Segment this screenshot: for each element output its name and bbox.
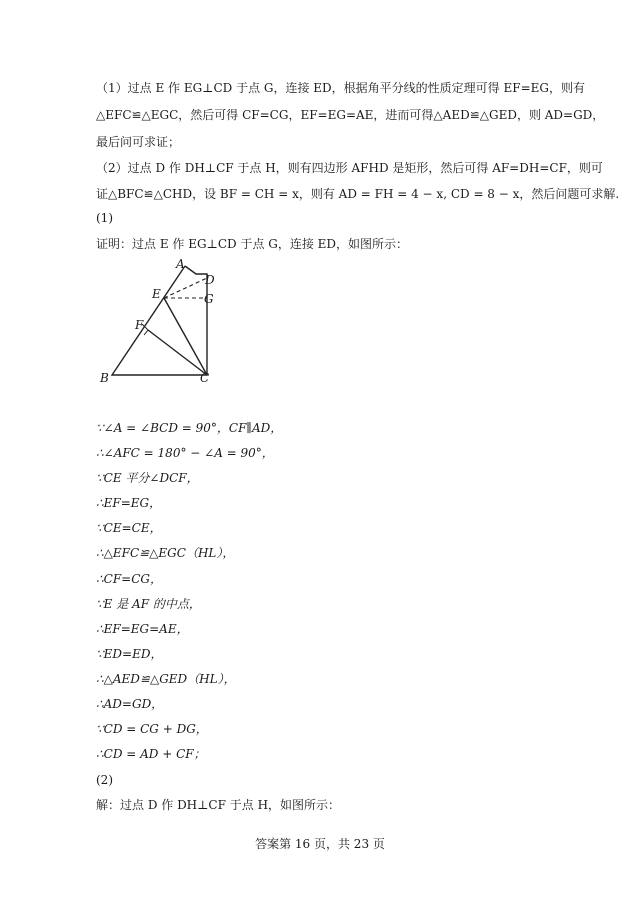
part2-intro: 解：过点 D 作 DH⊥CF 于点 H，如图所示：	[96, 798, 341, 812]
segment-ec	[164, 298, 207, 375]
segment-fc	[148, 330, 207, 375]
proof-step: ∴AD=GD，	[96, 697, 164, 711]
label-a: A	[176, 257, 185, 271]
analysis-p2-line1: （2）过点 D 作 DH⊥CF 于点 H，则有四边形 AFHD 是矩形，然后可得 AF=DH=CF，则可	[96, 161, 603, 175]
analysis-p1-line2: △EFC≌△EGC，然后可得 CF=CG，EF=EG=AE，进而可得△AED≌△GED，则 AD=GD，	[96, 108, 605, 122]
analysis-p2-line2: 证△BFC≌△CHD，设 BF = CH = x，则有 AD = FH = 4 − x, CD = 8 − x，然后问题可求解.	[96, 187, 620, 201]
proof-step: ∴EF=EG，	[96, 496, 162, 510]
proof-step: ∵CE 平分∠DCF，	[96, 471, 199, 485]
page-footer: 答案第 16 页，共 23 页	[255, 837, 385, 851]
proof-step: ∵ED=ED，	[96, 647, 163, 661]
geometry-diagram	[96, 256, 226, 391]
analysis-p1-line1: （1）过点 E 作 EG⊥CD 于点 G，连接 ED，根据角平分线的性质定理可得 EF=EG，则有	[96, 81, 585, 95]
proof-step: ∴CF=CG，	[96, 572, 162, 586]
label-f: F	[135, 318, 144, 332]
proof-step: ∴CD = AD + CF；	[96, 747, 206, 761]
part1-intro: 证明：过点 E 作 EG⊥CD 于点 G，连接 ED，如图所示：	[96, 237, 409, 251]
proof-step: ∴△AED≌△GED（HL），	[96, 672, 236, 686]
proof-step: ∵∠A = ∠BCD = 90°，CF∥AD，	[96, 421, 283, 435]
label-g: G	[204, 292, 214, 306]
label-d: D	[205, 273, 215, 287]
quadrilateral-outline	[112, 266, 207, 375]
label-b: B	[100, 371, 109, 385]
proof-step: ∵CE=CE，	[96, 521, 162, 535]
part2-marker: (2)	[96, 773, 113, 787]
proof-step: ∴EF=EG=AE，	[96, 622, 189, 636]
label-c: C	[200, 371, 210, 385]
proof-step: ∵CD = CG + DG，	[96, 722, 208, 736]
geometry-figure	[96, 256, 226, 391]
proof-step: ∴∠AFC = 180° − ∠A = 90°，	[96, 446, 274, 460]
proof-step: ∴△EFC≌△EGC（HL），	[96, 546, 235, 560]
proof-step: ∵E 是 AF 的中点，	[96, 597, 201, 611]
label-e: E	[152, 287, 161, 301]
part1-marker: (1)	[96, 211, 113, 225]
analysis-p1-line3: 最后问可求证；	[96, 135, 181, 149]
